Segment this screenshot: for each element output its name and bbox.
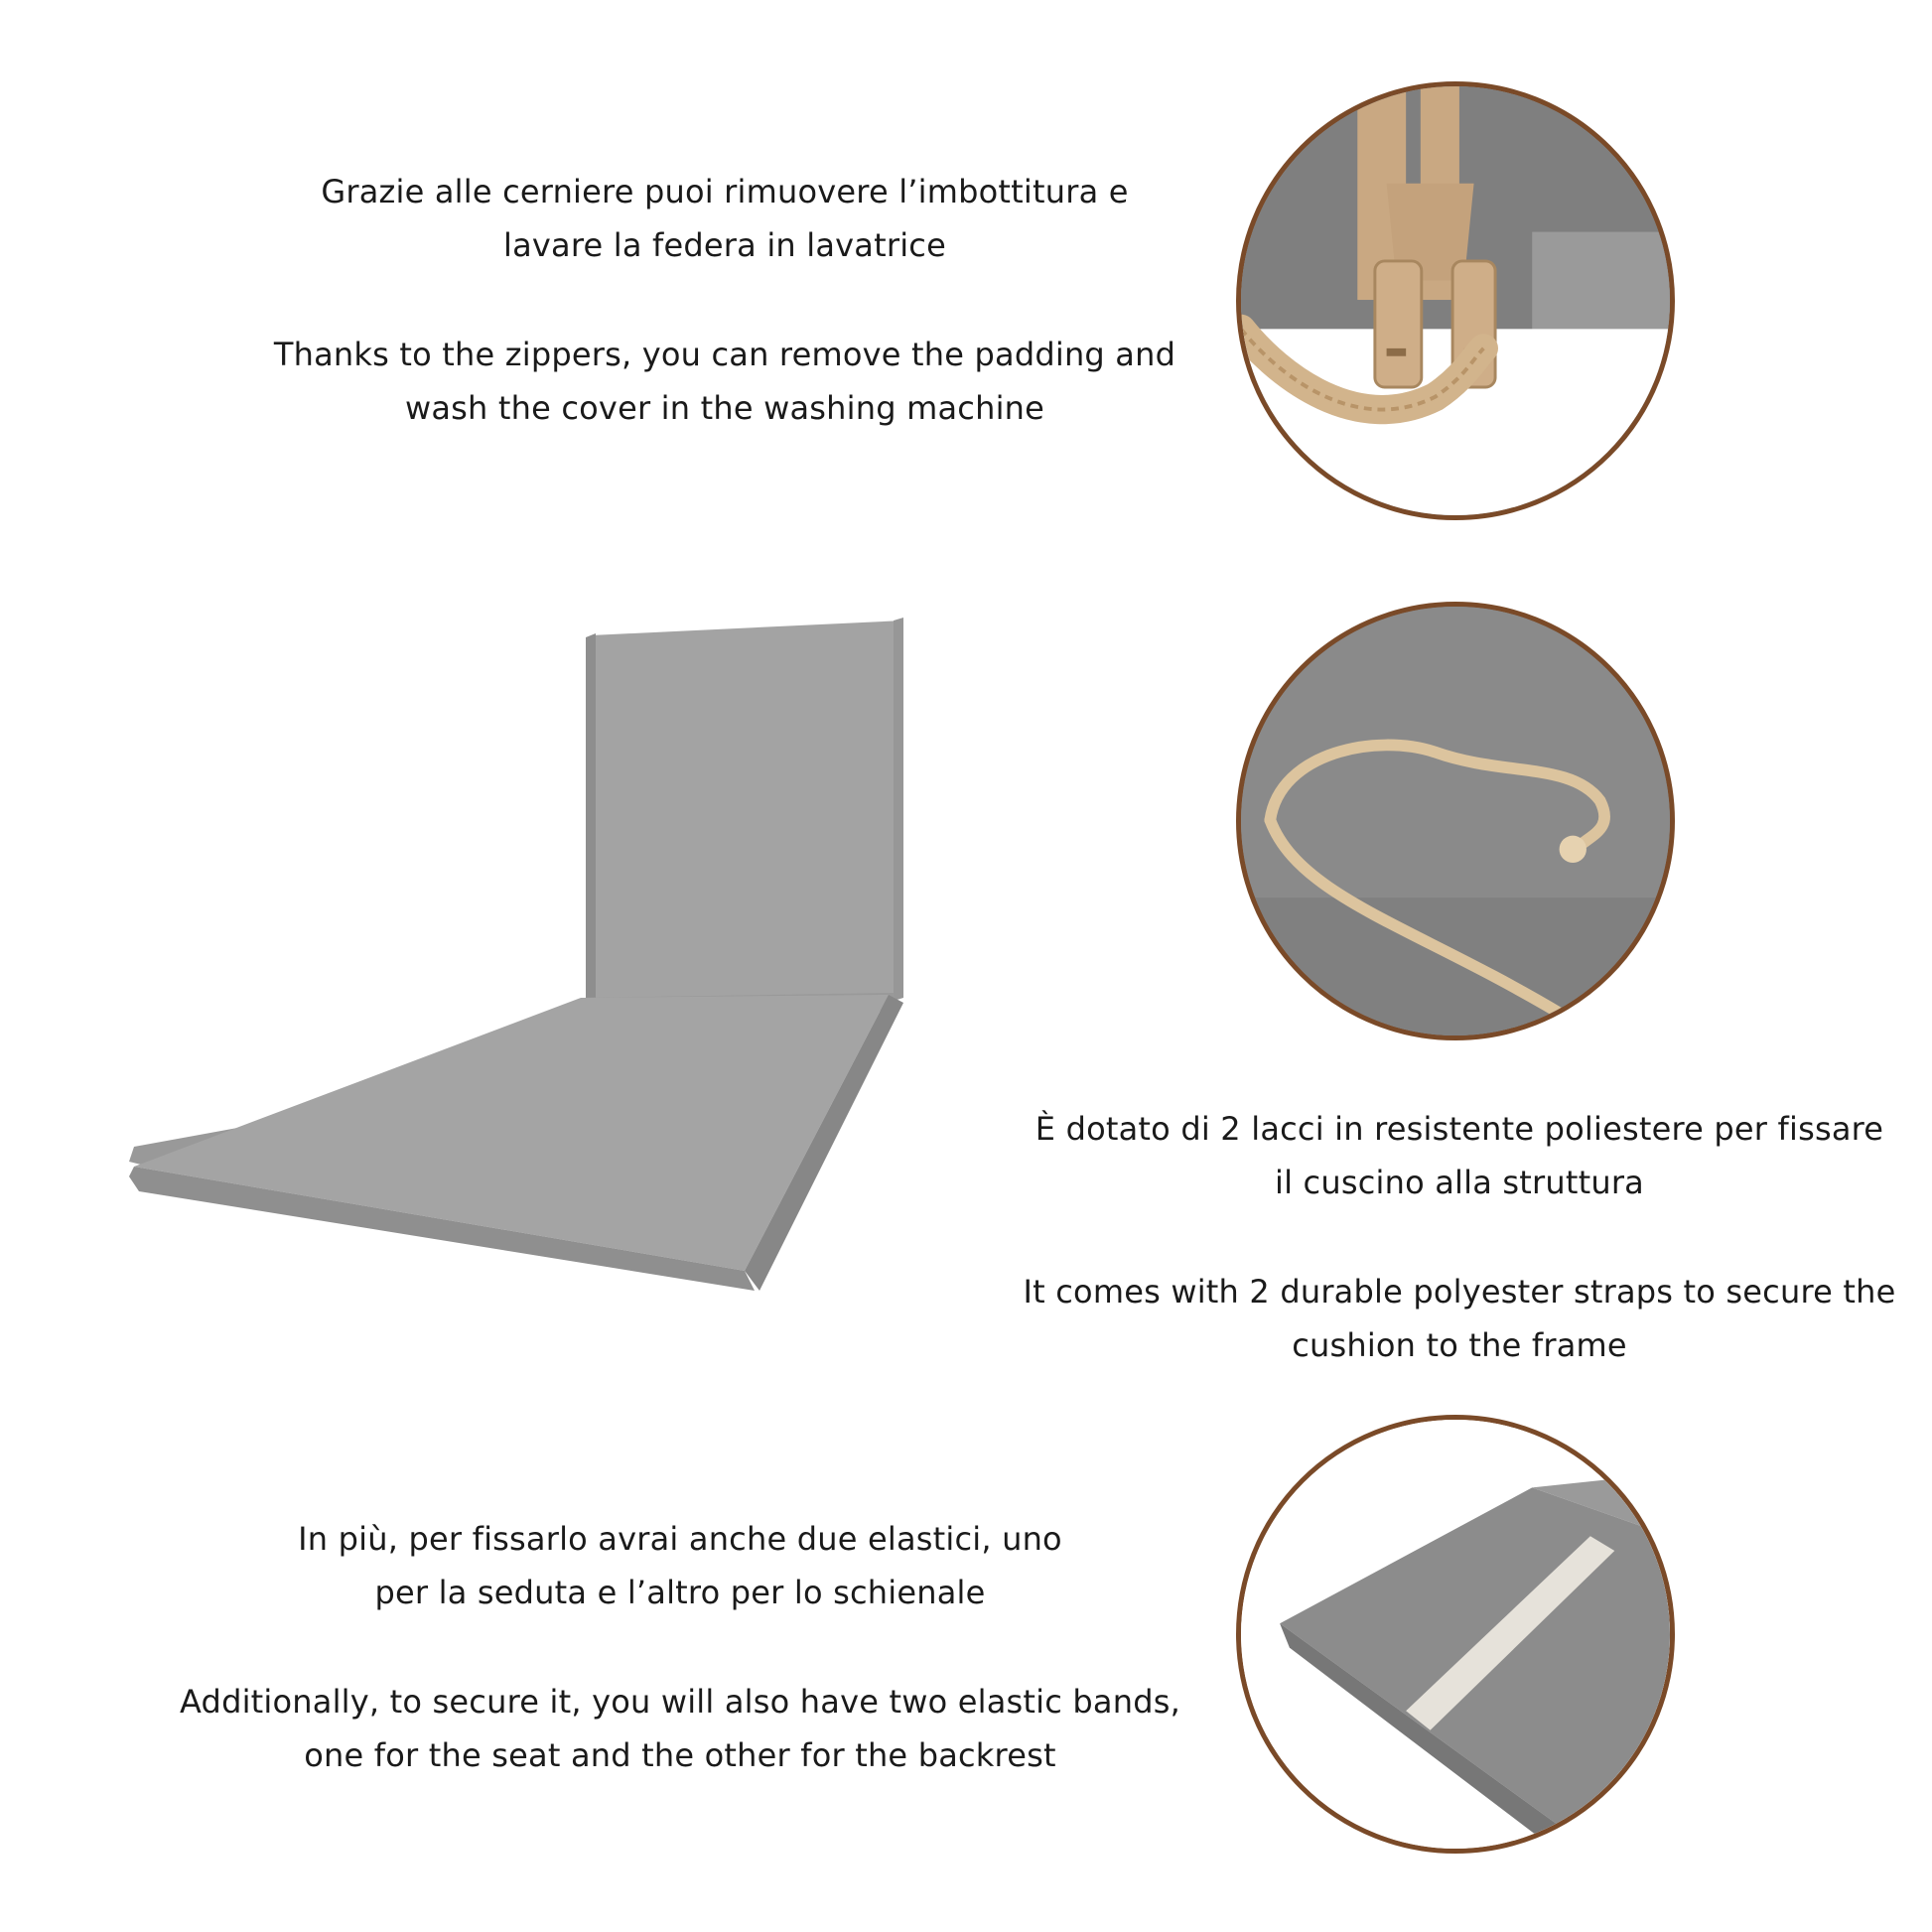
- strap-description: [988, 1102, 1931, 1372]
- zipper-text-en-1: Thanks to the zippers, you can remove the padding and: [273, 336, 1176, 373]
- elastic-text-it-1: In più, per fissarlo avrai anche due elastici, uno: [298, 1520, 1062, 1558]
- strap-closeup-image: [1236, 602, 1675, 1040]
- elastic-text-en-2: one for the seat and the other for the backrest: [304, 1736, 1056, 1774]
- elastic-description: [129, 1512, 1231, 1782]
- strap-text-it-2: il cuscino alla struttura: [1275, 1164, 1644, 1201]
- zipper-text-it-2: lavare la federa in lavatrice: [503, 226, 946, 264]
- zipper-text-en-2: wash the cover in the washing machine: [404, 389, 1045, 427]
- zipper-text-it-1: Grazie alle cerniere puoi rimuovere l’imbottitura e: [321, 173, 1129, 210]
- elastic-text-it-2: per la seduta e l’altro per lo schienale: [374, 1574, 986, 1611]
- strap-text-it-1: È dotato di 2 lacci in resistente poliestere per fissare: [1035, 1110, 1884, 1148]
- zipper-description: [169, 165, 1281, 435]
- strap-text-en-2: cushion to the frame: [1292, 1326, 1627, 1364]
- elastic-text-en-1: Additionally, to secure it, you will also have two elastic bands,: [180, 1683, 1180, 1721]
- zipper-closeup-image: [1236, 81, 1675, 520]
- strap-text-en-1: It comes with 2 durable polyester straps to secure the: [1023, 1273, 1896, 1311]
- chaise-cushion-image: [119, 596, 913, 1311]
- elastic-closeup-image: [1236, 1415, 1675, 1854]
